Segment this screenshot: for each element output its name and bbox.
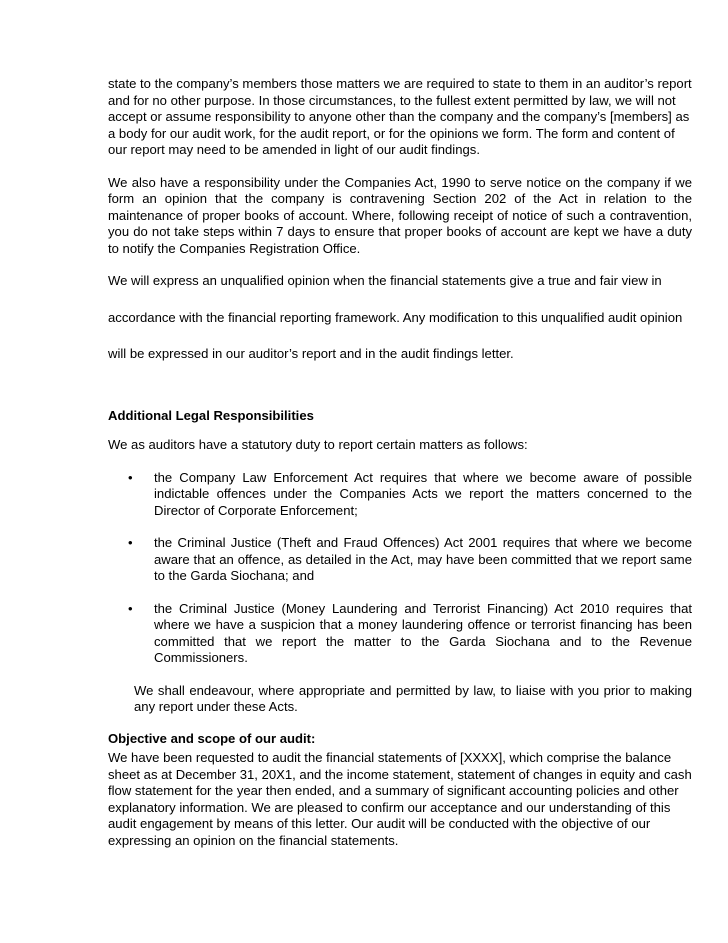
bullet-icon: • xyxy=(128,469,133,485)
list-item xyxy=(108,535,692,585)
opinion-line: will be expressed in our auditor’s report and in the audit findings letter. xyxy=(108,346,514,361)
bullet-icon: • xyxy=(128,600,133,616)
paragraph-companies-act-duty: We also have a responsibility under the Companies Act, 1990 to serve notice on the company if we form an opinion that the company is contravening Section 202 of the Act in relation to the maintenance of proper books of account. Where, following receipt of notice of such a contravention, you do not take steps within 7 days to ensure that proper books of account are kept we have a duty to notify the Companies Registration Office. xyxy=(108,174,692,256)
list-item-text: the Company Law Enforcement Act requires that where we become aware of possible indictable offences under the Companies Acts we report the matters concerned to the Director of Corporate Enforcement; xyxy=(154,469,692,518)
bullet-icon: • xyxy=(128,535,133,550)
paragraph-unqualified-opinion xyxy=(108,273,692,363)
heading-objective-scope: Objective and scope of our audit: xyxy=(108,730,316,746)
statutory-duty-list xyxy=(108,470,692,667)
list-item-text: the Criminal Justice (Money Laundering and Terrorist Financing) Act 2010 requires that where we have a suspicion that a money laundering offence or terrorist financing has been committed that we report the matter to the Garda Siochana and to the Revenue Commissioners. xyxy=(154,600,692,665)
opinion-line: We will express an unqualified opinion when the financial statements give a true and fair view in xyxy=(108,273,662,288)
list-item-text: the Criminal Justice (Theft and Fraud Offences) Act 2001 requires that where we become aware that an offence, as detailed in the Act, may have been committed that we report same to the Garda Siochana; and xyxy=(154,535,692,583)
statutory-duty-intro: We as auditors have a statutory duty to report certain matters as follows: xyxy=(108,437,528,452)
liaise-statement: We shall endeavour, where appropriate and permitted by law, to liaise with you prior to making any report under these Acts. xyxy=(134,682,692,714)
list-item xyxy=(108,470,692,520)
opinion-line: accordance with the financial reporting framework. Any modification to this unqualified audit opinion xyxy=(108,309,683,325)
paragraph-report-purpose: state to the company’s members those matters we are required to state to them in an auditor’s report and for no other purpose. In those circumstances, to the fullest extent permitted by law, we will not accept or assume responsibility to anyone other than the company and the company’s [members] as a body for our audit work, for the audit report, or for the opinions we form. The form and content of our report may need to be amended in light of our audit findings. xyxy=(108,76,692,157)
list-item xyxy=(108,601,692,667)
paragraph-objective-scope: We have been requested to audit the financial statements of [XXXX], which comprise the balance sheet as at December 31, 20X1, and the income statement, statement of changes in equity and cash flow statement for the year then ended, and a summary of significant accounting policies and other explanatory information. We are pleased to confirm our acceptance and our understanding of this audit engagement by means of this letter. Our audit will be conducted with the objective of our expressing an opinion on the financial statements. xyxy=(108,750,692,848)
heading-additional-legal: Additional Legal Responsibilities xyxy=(108,407,314,423)
document-page xyxy=(108,76,692,849)
